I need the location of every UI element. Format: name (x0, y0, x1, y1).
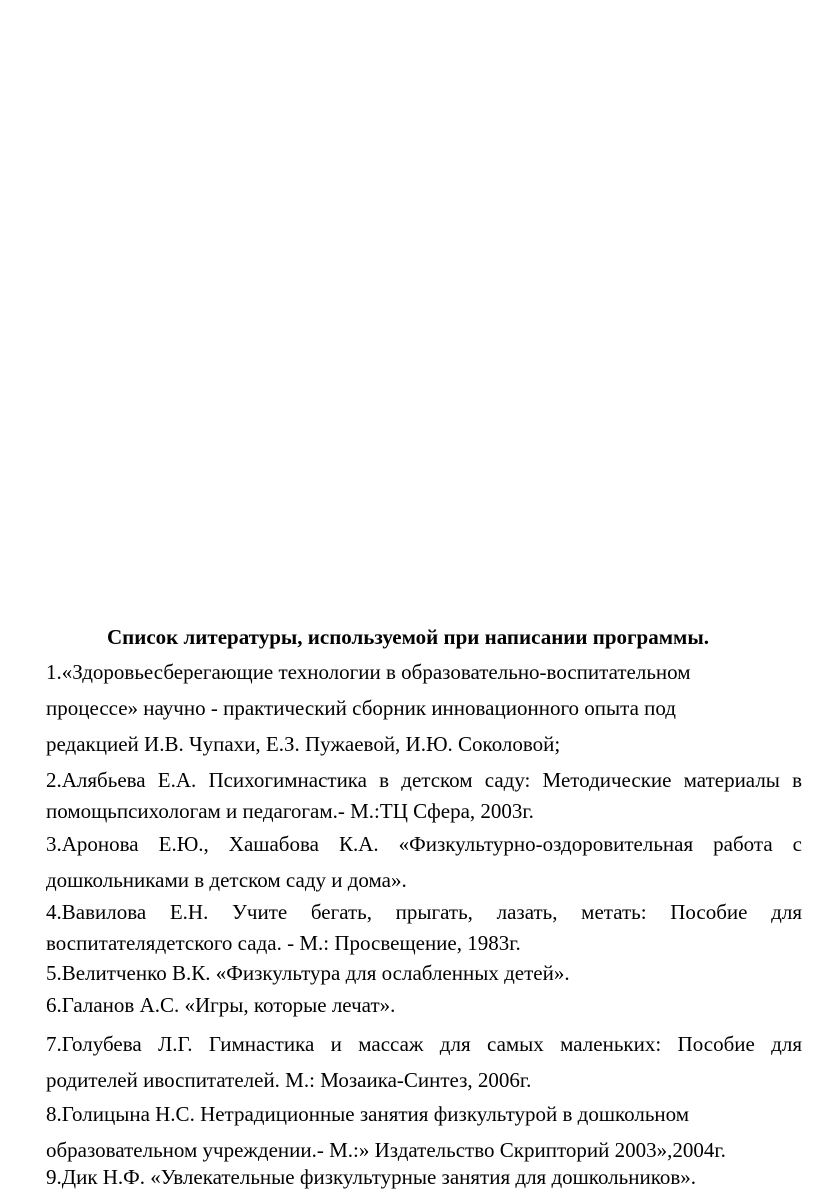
bibliography-heading: Список литературы, используемой при написании программы. (106, 625, 709, 649)
reference-line: 5.Велитченко В.К. «Физкультура для ослабленных детей». (46, 961, 570, 985)
reference-line: помощьпсихологам и педагогам.- М.:ТЦ Сфера, 2003г. (46, 799, 534, 823)
reference-line: 9.Дик Н.Ф. «Увлекательные физкультурные занятия для дошкольников». (46, 1165, 697, 1189)
reference-line: образовательном учреждении.- М.:» Издательство Скрипторий 2003»,2004г. (46, 1138, 726, 1162)
reference-item-4 (46, 897, 802, 959)
reference-item-7 (46, 1026, 802, 1098)
reference-line: 3.Аронова Е.Ю., Хашабова К.А. «Физкультурно-оздоровительная работа с (46, 832, 802, 856)
reference-line: родителей ивоспитателей. М.: Мозаика-Синтез, 2006г. (46, 1068, 532, 1092)
reference-line: 6.Галанов А.С. «Игры, которые лечат». (46, 993, 396, 1017)
reference-line: редакцией И.В. Чупахи, Е.З. Пужаевой, И.Ю. Соколовой; (46, 732, 561, 756)
reference-line: 7.Голубева Л.Г. Гимнастика и массаж для самых маленьких: Пособие для (46, 1032, 802, 1056)
reference-item-2 (46, 765, 802, 827)
reference-item-3 (46, 826, 802, 898)
reference-item-9 (46, 1162, 802, 1193)
reference-line: дошкольниками в детском саду и дома». (46, 868, 407, 892)
reference-item-6 (46, 990, 802, 1021)
reference-item-1 (46, 654, 802, 762)
reference-line: 2.Алябьева Е.А. Психогимнастика в детском саду: Методические материалы в (46, 768, 802, 792)
reference-item-8 (46, 1096, 802, 1168)
reference-line: процессе» научно - практический сборник инновационного опыта под (46, 696, 676, 720)
reference-line: 1.«Здоровьесберегающие технологии в образовательно-воспитательном (46, 660, 691, 684)
reference-item-5 (46, 958, 802, 989)
reference-line: 8.Голицына Н.С. Нетрадиционные занятия физкультурой в дошкольном (46, 1102, 690, 1126)
reference-line: 4.Вавилова Е.Н. Учите бегать, прыгать, лазать, метать: Пособие для (46, 900, 802, 924)
reference-line: воспитателядетского сада. - М.: Просвещение, 1983г. (46, 931, 521, 955)
